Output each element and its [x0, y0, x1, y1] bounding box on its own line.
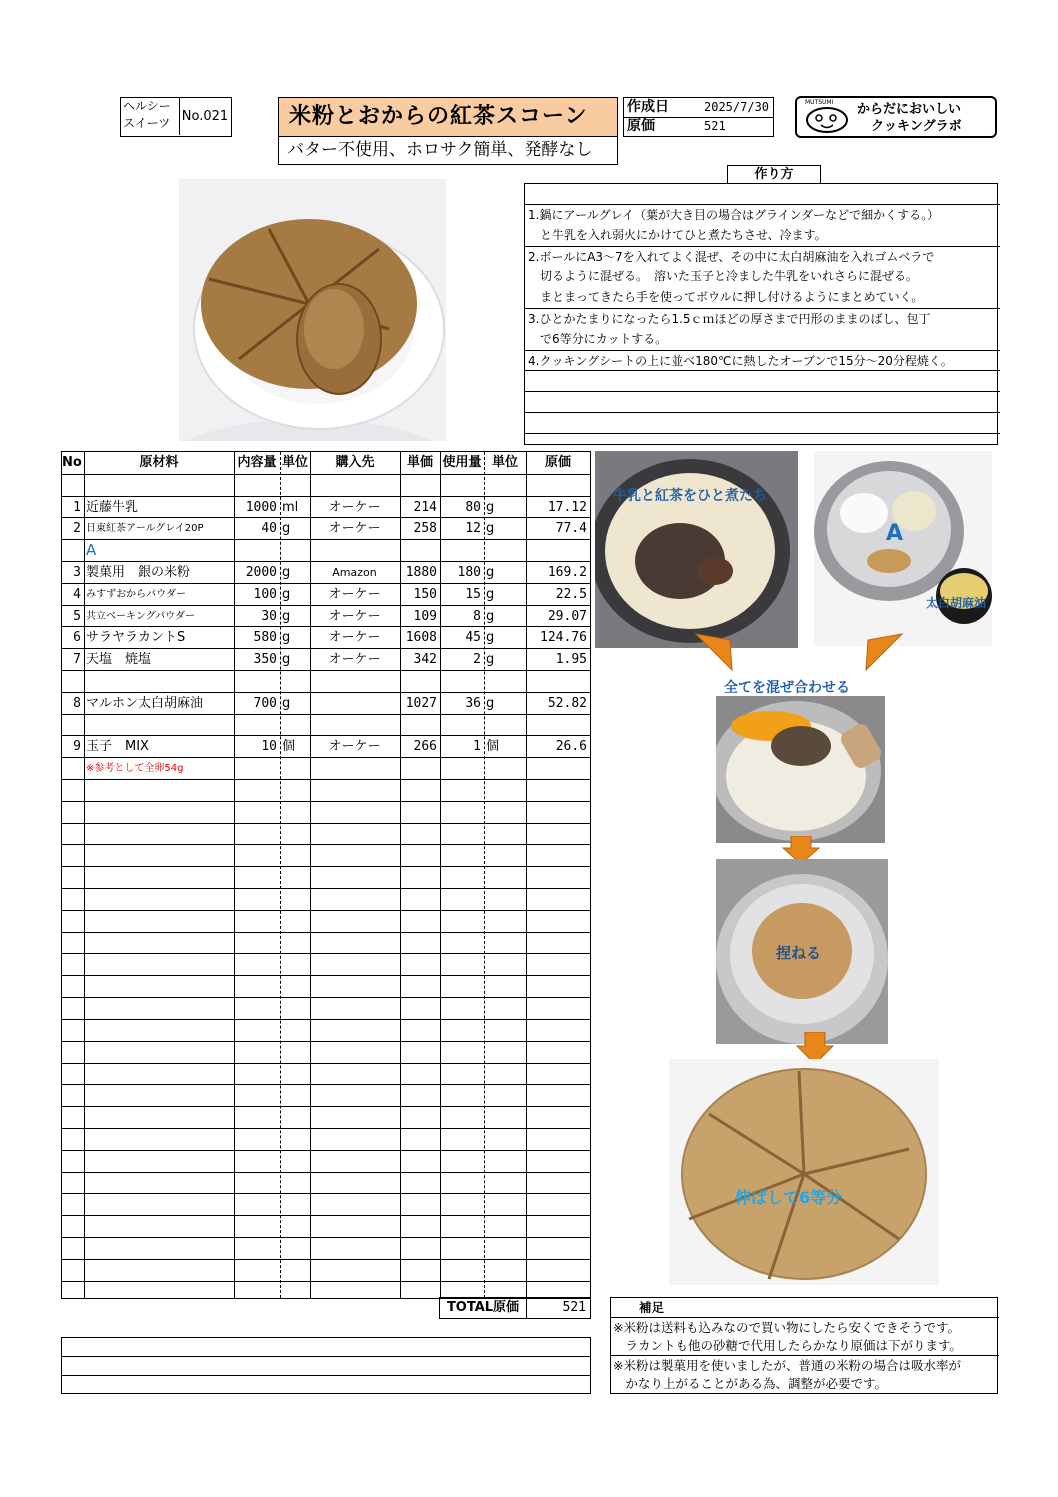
cut-dough-illustration [669, 1059, 939, 1285]
logo-line2: クッキングラボ [871, 119, 962, 134]
table-cell-shop: Amazon [332, 566, 377, 580]
table-cell-unit2 [486, 758, 523, 779]
meta-box [623, 97, 774, 137]
table-cell-name: サラヤラカントS [86, 630, 186, 646]
table-cell-cost [528, 715, 587, 736]
table-cell-use [442, 671, 481, 692]
table-cell-use [442, 715, 481, 736]
table-cell-use: 45 [465, 630, 481, 646]
method-line: 3.ひとかたまりになったら1.5ｃｍほどの厚さまで円形のままのばし、包丁 [525, 308, 1000, 330]
table-cell-qty: 700 [253, 695, 277, 711]
table-row [62, 975, 590, 998]
table-row [62, 1237, 590, 1260]
table-cell-name: ※参考として全卵54g [86, 763, 184, 775]
table-cell-unit2: g [486, 586, 495, 602]
table-row [62, 1215, 590, 1238]
table-cell-use [442, 758, 481, 779]
total-cost-row [439, 1297, 591, 1319]
table-cell-unit2 [486, 475, 523, 496]
table-cell-use: 1 [473, 739, 481, 755]
table-row [62, 714, 590, 737]
table-cell-use: 180 [457, 565, 481, 581]
table-cell-unit2: g [486, 630, 495, 646]
table-cell-unit2: g [486, 521, 495, 537]
table-cell-no: 5 [73, 608, 81, 624]
table-cell-unit2: g [486, 608, 495, 624]
table-cell-name: 近藤牛乳 [86, 499, 139, 515]
table-cell-no: 1 [73, 499, 81, 515]
cost-label: 原価 [627, 118, 655, 134]
table-cell-qty [236, 715, 277, 736]
mixing-bowl-illustration [716, 696, 885, 843]
method-line: 2.ボールにA3～7を入れてよく混ぜ、その中に太白胡麻油を入れゴムベラで [525, 246, 1000, 268]
table-cell-shop: オーケー [328, 499, 381, 515]
table-row [62, 823, 590, 846]
table-row [62, 1041, 590, 1064]
category-label [121, 98, 180, 135]
table-cell-no [64, 715, 81, 736]
scone-plate-illustration [179, 179, 446, 441]
table-cell-cost: 77.4 [555, 521, 587, 537]
table-cell-price [402, 715, 437, 736]
table-row [62, 605, 590, 628]
table-cell-cost: 29.07 [547, 608, 587, 624]
table-cell-no: 3 [73, 565, 81, 581]
recipe-number: No.021 [181, 109, 229, 124]
notes-divider [62, 1375, 590, 1376]
method-line: 切るように混ぜる。 溶いた玉子と冷ました牛乳をいれさらに混ぜる。 [528, 269, 919, 284]
table-cell-unit [282, 475, 307, 496]
table-cell-unit: ml [282, 499, 299, 515]
table-row [62, 1063, 590, 1086]
table-row [62, 1084, 590, 1107]
table-cell-unit2: 個 [486, 739, 500, 755]
table-cell-unit: g [282, 521, 291, 537]
created-label: 作成日 [627, 99, 669, 115]
method-header: 作り方 [727, 165, 821, 184]
table-cell-shop: オーケー [328, 652, 381, 668]
table-cell-shop [312, 475, 397, 496]
cut-caption: 伸ばして6等分 [735, 1188, 843, 1207]
table-cell-price: 109 [413, 608, 437, 624]
table-header-cell: No [62, 455, 82, 470]
table-cell-name: みすずおからパウダー [86, 588, 186, 600]
step1-caption: 牛乳と紅茶をひと煮たち [613, 488, 767, 504]
finished-scone-photo [179, 179, 446, 441]
table-cell-price [402, 671, 437, 692]
table-row [62, 1193, 590, 1216]
table-cell-qty: 580 [253, 630, 277, 646]
table-row [62, 932, 590, 955]
table-header-cell: 原価 [544, 455, 571, 470]
table-cell-qty: 100 [253, 586, 277, 602]
table-cell-qty [236, 540, 277, 561]
table-row [62, 1150, 590, 1173]
supplement-line: ※米粉は送料も込みなので買い物にしたら安くできそうです。 [611, 1317, 999, 1337]
table-cell-price [402, 540, 437, 561]
brand-logo [795, 96, 997, 138]
table-row [62, 844, 590, 867]
supplement-line: ラカントも他の砂糖で代用したらかなり原価は下がります。 [613, 1338, 963, 1353]
cut-scone-photo [669, 1059, 939, 1285]
table-cell-shop [312, 693, 397, 714]
method-line [525, 391, 1000, 413]
pan-illustration [595, 451, 798, 648]
table-cell-shop: オーケー [328, 739, 381, 755]
table-cell-shop: オーケー [328, 608, 381, 624]
table-header-cell: 原材料 [139, 455, 179, 470]
table-cell-price: 266 [413, 739, 437, 755]
dry-ingredients-photo [814, 451, 992, 646]
created-value: 2025/7/30 [704, 100, 770, 114]
category-line2: スイーツ [123, 116, 171, 130]
table-cell-qty: 350 [253, 652, 277, 668]
table-cell-unit: g [282, 586, 291, 602]
notes-divider [62, 1356, 590, 1357]
logo-small-text: MUTSUMI [805, 99, 834, 106]
cost-row [624, 117, 773, 136]
logo-text [857, 101, 962, 135]
table-cell-shop [312, 715, 397, 736]
table-cell-no: 6 [73, 630, 81, 646]
table-cell-qty [236, 475, 277, 496]
table-cell-price: 1027 [405, 695, 437, 711]
method-line [525, 412, 1000, 434]
table-cell-shop: オーケー [328, 586, 381, 602]
supplement-line: かなり上がることがある為、調整が必要です。 [613, 1376, 888, 1391]
table-header-cell: 単位 [281, 455, 308, 470]
table-cell-shop [312, 758, 397, 779]
table-row [62, 1128, 590, 1151]
table-cell-unit2 [486, 671, 523, 692]
table-row [62, 1259, 590, 1282]
method-line: まとまってきたら手を使ってボウルに押し付けるようにまとめていく。 [528, 290, 924, 305]
table-cell-no: 7 [73, 652, 81, 668]
method-line [525, 370, 1000, 392]
table-row [62, 866, 590, 889]
table-cell-price: 258 [413, 521, 437, 537]
recipe-title: 米粉とおからの紅茶スコーン [278, 97, 618, 137]
total-label: TOTAL原価 [440, 1298, 527, 1318]
table-row [62, 779, 590, 802]
table-cell-price [402, 475, 437, 496]
table-cell-qty [236, 671, 277, 692]
table-header-row [62, 452, 590, 474]
table-cell-name: A [86, 541, 97, 560]
table-cell-use: 36 [465, 695, 481, 711]
table-cell-qty: 40 [261, 521, 277, 537]
bowl-illustration [814, 451, 992, 646]
arrow-down-icon [862, 632, 906, 672]
logo-face-icon [803, 105, 851, 135]
table-cell-qty: 1000 [245, 499, 277, 515]
supplement-line: ※米粉は製菓用を使いましたが、普通の米粉の場合は吸水率が [611, 1355, 999, 1375]
table-row [62, 517, 590, 540]
table-cell-no [64, 475, 81, 496]
table-cell-cost: 52.82 [547, 695, 587, 711]
notes-lines [61, 1337, 591, 1394]
method-line: 4.クッキングシートの上に並べ180℃に熱したオーブンで15分～20分程焼く。 [525, 350, 1000, 372]
table-cell-use: 8 [473, 608, 481, 624]
mix-caption: 全てを混ぜ合わせる [724, 680, 850, 696]
total-value: 521 [562, 1300, 586, 1315]
table-cell-price: 214 [413, 499, 437, 515]
table-cell-unit2: g [486, 652, 495, 668]
table-cell-no: 8 [73, 695, 81, 711]
table-cell-qty: 2000 [245, 565, 277, 581]
created-row [624, 98, 773, 118]
table-cell-unit2 [486, 715, 523, 736]
table-cell-price: 1880 [405, 565, 437, 581]
table-cell-unit2 [486, 540, 523, 561]
category-line1: ヘルシー [123, 99, 171, 113]
table-row [62, 1106, 590, 1129]
table-cell-unit [282, 758, 307, 779]
table-cell-use [442, 540, 481, 561]
method-line: 1.鍋にアールグレイ（葉が大き目の場合はグラインダーなどで細かくする。） [525, 204, 1000, 226]
table-cell-use: 2 [473, 652, 481, 668]
table-cell-unit [282, 671, 307, 692]
table-cell-unit [282, 540, 307, 561]
table-cell-cost [528, 671, 587, 692]
table-cell-unit: g [282, 652, 291, 668]
table-cell-unit: g [282, 565, 291, 581]
method-box [524, 183, 998, 445]
method-line: で6等分にカットする。 [528, 331, 668, 346]
method-line: と牛乳を入れ弱火にかけてひと煮たちさせ、冷ます。 [528, 227, 827, 242]
supplement-box [610, 1297, 998, 1394]
ingredient-table [61, 451, 591, 1299]
table-header-cell: 購入先 [335, 455, 375, 470]
knead-caption: 捏ねる [776, 944, 822, 962]
table-cell-qty: 30 [261, 608, 277, 624]
table-cell-name: 玉子 MIX [86, 739, 149, 755]
table-cell-use [442, 475, 481, 496]
table-row [62, 997, 590, 1020]
table-header-cell: 単位 [491, 455, 518, 470]
table-cell-name: 製菓用 銀の米粉 [86, 565, 191, 581]
table-cell-no [64, 758, 81, 779]
table-cell-no [64, 671, 81, 692]
table-cell-cost: 26.6 [555, 739, 587, 755]
table-row [62, 539, 590, 562]
table-header-cell: 単価 [406, 455, 433, 470]
table-row [62, 735, 590, 758]
table-cell-cost [528, 758, 587, 779]
table-cell-no [64, 540, 81, 561]
table-cell-name: 日東紅茶アールグレイ20P [86, 523, 204, 535]
table-cell-cost: 124.76 [540, 630, 587, 646]
table-row [62, 757, 590, 780]
category-box [120, 97, 232, 137]
kneading-photo [716, 859, 888, 1044]
supplement-header: 補足 [639, 1300, 665, 1315]
table-row [62, 692, 590, 715]
table-cell-shop [312, 671, 397, 692]
table-cell-name: マルホン太白胡麻油 [86, 695, 204, 711]
table-cell-name: 共立ベーキングパウダー [86, 610, 195, 622]
table-cell-shop [312, 540, 397, 561]
arrow-down-icon [690, 632, 734, 672]
table-cell-shop: オーケー [328, 630, 381, 646]
table-header-cell: 使用量 [442, 455, 482, 470]
table-cell-unit: g [282, 608, 291, 624]
table-row [62, 801, 590, 824]
table-row [62, 953, 590, 976]
table-cell-unit2: g [486, 565, 495, 581]
table-row [62, 888, 590, 911]
logo-line1: からだにおいしい [857, 102, 962, 117]
table-row [62, 583, 590, 606]
table-row [62, 670, 590, 693]
table-cell-use: 12 [465, 521, 481, 537]
table-cell-cost: 1.95 [555, 652, 587, 668]
table-cell-unit2: g [486, 499, 495, 515]
table-row [62, 648, 590, 671]
table-cell-price: 1608 [405, 630, 437, 646]
table-cell-qty [236, 758, 277, 779]
table-cell-unit: g [282, 630, 291, 646]
table-cell-no: 2 [73, 521, 81, 537]
table-cell-cost [528, 475, 587, 496]
table-cell-name: 天塩 焼塩 [86, 652, 152, 668]
table-row [62, 1172, 590, 1195]
mixing-photo [716, 696, 885, 843]
table-cell-no: 4 [73, 586, 81, 602]
table-header-cell: 内容量 [237, 455, 277, 470]
table-cell-price [402, 758, 437, 779]
table-row [62, 1019, 590, 1042]
table-cell-qty: 10 [261, 739, 277, 755]
oil-caption: 太白胡麻油 [926, 596, 987, 610]
table-cell-cost [528, 540, 587, 561]
table-cell-price: 150 [413, 586, 437, 602]
table-cell-unit: g [282, 695, 291, 711]
cost-value: 521 [704, 119, 726, 133]
a-label: A [886, 521, 904, 546]
table-cell-price: 342 [413, 652, 437, 668]
table-cell-use: 80 [465, 499, 481, 515]
table-cell-unit: 個 [282, 739, 296, 755]
table-row [62, 496, 590, 519]
table-cell-no: 9 [73, 739, 81, 755]
table-cell-use: 15 [465, 586, 481, 602]
table-row [62, 474, 590, 497]
table-cell-unit2: g [486, 695, 495, 711]
table-row [62, 910, 590, 933]
recipe-subtitle: バター不使用、ホロサク簡単、発酵なし [278, 137, 618, 165]
table-cell-cost: 22.5 [555, 586, 587, 602]
table-row [62, 561, 590, 584]
table-cell-cost: 169.2 [547, 565, 587, 581]
table-cell-shop: オーケー [328, 521, 381, 537]
step1-photo [595, 451, 798, 648]
table-row [62, 626, 590, 649]
table-cell-cost: 17.12 [547, 499, 587, 515]
table-cell-unit [282, 715, 307, 736]
